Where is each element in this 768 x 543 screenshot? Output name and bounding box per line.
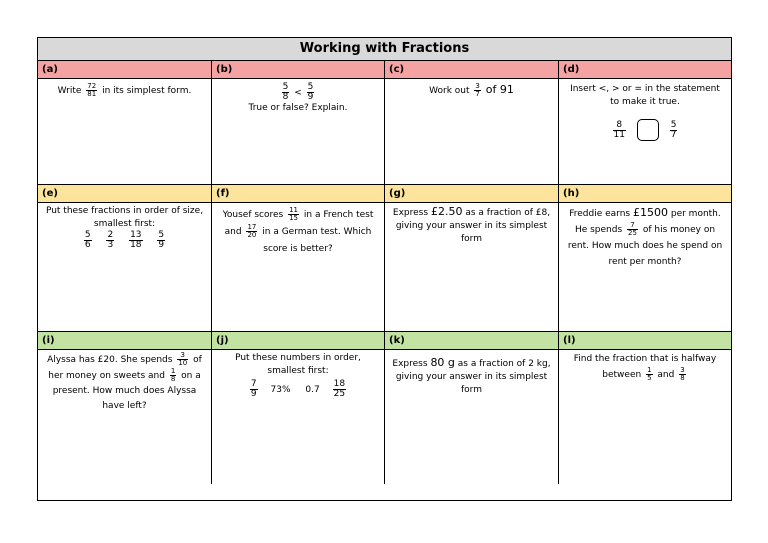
numerator: 5 [282, 82, 289, 92]
denominator: 7 [670, 129, 677, 140]
cell-e-label: (e) [38, 185, 211, 203]
amount: £2.50 [430, 205, 463, 218]
text: as a fraction of 2 kg, giving your answer in its simplest form [395, 359, 551, 395]
numerator: 5 [670, 119, 677, 130]
cell-b [212, 61, 385, 184]
cell-k [385, 332, 559, 484]
value: 73% [270, 385, 291, 395]
cell-f-question [212, 203, 384, 331]
text: Put these fractions in order of size, smallest first: [45, 206, 204, 229]
denominator: 18 [130, 240, 142, 250]
cell-a [38, 61, 212, 184]
row-3 [38, 332, 731, 484]
denominator: 8 [680, 374, 685, 382]
denominator: 11 [613, 129, 625, 140]
cell-d-question [559, 79, 731, 184]
cell-f-label: (f) [212, 185, 384, 203]
denominator: 8 [170, 375, 176, 383]
text: Write [57, 86, 82, 96]
numerator: 13 [130, 230, 142, 240]
cell-g-question [385, 203, 558, 331]
cell-f [212, 185, 385, 331]
denominator: 5 [647, 374, 652, 382]
cell-a-question [38, 79, 211, 184]
cell-h [559, 185, 731, 331]
cell-h-label: (h) [559, 185, 731, 203]
cell-b-label: (b) [212, 61, 384, 79]
numerator: 11 [289, 206, 299, 214]
text: in a French test and [224, 210, 374, 237]
text: on a present. How much does Alyssa have left? [52, 371, 201, 411]
numerator: 17 [247, 223, 257, 231]
cell-c [385, 61, 559, 184]
denominator: 3 [107, 240, 114, 250]
fraction [129, 231, 142, 250]
fraction [333, 380, 346, 399]
fraction [474, 83, 480, 98]
denominator: 9 [250, 389, 257, 399]
cell-i [38, 332, 212, 484]
cell-j-label: (j) [212, 332, 384, 350]
numerator: 1 [647, 366, 652, 374]
numerator: 1 [170, 367, 176, 375]
worksheet-title: Working with Fractions [38, 38, 731, 61]
text: Work out [429, 86, 470, 96]
text: Find the fraction that is halfway between [573, 354, 717, 380]
numerator: 7 [250, 379, 257, 389]
cell-b-question [212, 79, 384, 184]
denominator: 8 [282, 92, 289, 102]
fraction [282, 83, 290, 102]
cell-c-question [385, 79, 558, 184]
fraction [646, 367, 652, 382]
denominator: 25 [333, 389, 346, 399]
fraction [170, 368, 176, 383]
cell-e-question [38, 203, 211, 331]
numerator: 3 [177, 352, 188, 360]
denominator: 15 [289, 214, 299, 222]
numerator: 5 [84, 230, 91, 240]
value: 0.7 [305, 385, 320, 395]
text: in a German test. Which score is better? [262, 227, 372, 254]
numerator: 8 [613, 121, 626, 131]
row-1 [38, 61, 731, 185]
amount: £1500 [632, 206, 668, 219]
numerator: 3 [475, 82, 480, 90]
fraction [177, 352, 188, 367]
cell-j [212, 332, 385, 484]
cell-g-label: (g) [385, 185, 558, 203]
cell-l [559, 332, 731, 484]
fraction [613, 121, 626, 140]
text: per month. He spends [574, 209, 721, 235]
amount: 80 g [430, 356, 455, 369]
cell-l-question [559, 350, 731, 484]
numerator: 5 [158, 230, 165, 240]
cell-c-label: (c) [385, 61, 558, 79]
denominator: 7 [475, 90, 480, 98]
fraction [288, 207, 299, 222]
cell-d-label: (d) [559, 61, 731, 79]
cell-k-question [385, 350, 558, 484]
cell-i-question [38, 350, 211, 484]
numerator: 3 [680, 366, 685, 374]
row-2 [38, 185, 731, 332]
text: Insert <, > or = in the statement to make it true. [570, 84, 720, 107]
cell-a-label: (a) [38, 61, 211, 79]
fraction [106, 231, 114, 250]
fraction [157, 231, 165, 250]
text: as a fraction of £8, giving your answer in its simplest form [395, 208, 551, 244]
comparison-symbol: < [294, 88, 302, 98]
denominator: 6 [84, 240, 91, 250]
numerator: 2 [107, 230, 114, 240]
worksheet [37, 37, 732, 501]
fraction [670, 121, 678, 140]
text: Put these numbers in order, smallest first: [235, 353, 361, 376]
fraction [250, 380, 258, 399]
fraction [679, 367, 685, 382]
cell-k-label: (k) [385, 332, 558, 350]
denominator: 10 [178, 359, 188, 367]
fraction [84, 231, 92, 250]
fraction [307, 83, 315, 102]
answer-box[interactable] [637, 119, 659, 141]
text: Freddie earns [569, 209, 631, 219]
denominator: 9 [158, 240, 165, 250]
numerator: 5 [307, 82, 314, 92]
cell-i-label: (i) [38, 332, 211, 350]
cell-j-question [212, 350, 384, 484]
text: and [657, 370, 675, 380]
denominator: 81 [87, 90, 97, 98]
text: in its simplest form. [102, 86, 192, 96]
numerator: 7 [627, 222, 638, 230]
fraction [86, 83, 97, 98]
text: of her money on sweets and [48, 355, 202, 381]
text: True or false? Explain. [248, 103, 348, 113]
text: Express [392, 208, 429, 218]
cell-g [385, 185, 559, 331]
cell-d [559, 61, 731, 184]
denominator: 9 [307, 92, 314, 102]
text: Yousef scores [222, 210, 284, 220]
cell-l-label: (l) [559, 332, 731, 350]
denominator: 20 [247, 231, 257, 239]
text: Alyssa has £20. She spends [47, 355, 173, 365]
cell-h-question [559, 203, 731, 331]
text: of his money on rent. How much does he spend on rent per month? [567, 225, 723, 267]
denominator: 25 [628, 229, 637, 237]
numerator: 18 [333, 379, 346, 389]
fraction [246, 224, 257, 239]
fraction [627, 222, 638, 237]
cell-e [38, 185, 212, 331]
text: Express [392, 359, 428, 369]
text: of 91 [485, 83, 514, 96]
numerator: 72 [87, 82, 97, 90]
